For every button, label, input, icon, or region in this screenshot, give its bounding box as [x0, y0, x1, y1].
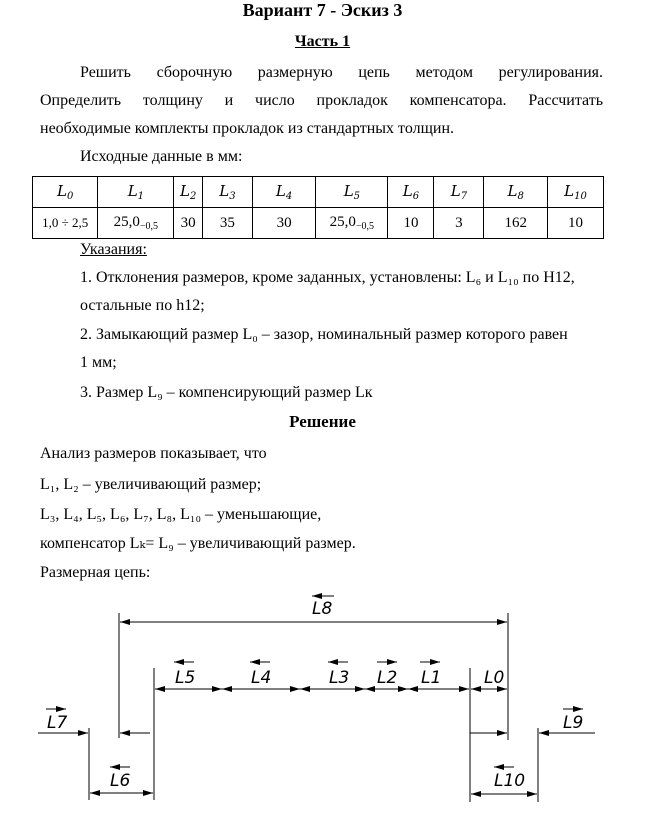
label-L3: L3 — [329, 668, 350, 688]
notes-title: Указания: — [80, 241, 147, 258]
label-L9: L9 — [563, 713, 584, 733]
source-data-table — [32, 176, 604, 239]
note-2a: 2. Замыкающий размер L₀ – зазор, номинальный размер которого равен — [80, 326, 568, 343]
table-header-cell: $L_8$ — [484, 177, 548, 208]
label-L1: L1 — [421, 668, 442, 688]
intro-line-3: необходимые комплекты прокладок из стандартных толщин. — [40, 120, 455, 137]
table-cell: 1,0 ÷ 2,5 — [33, 208, 98, 239]
table-header-row — [33, 177, 604, 208]
label-L4: L4 — [251, 668, 272, 688]
label-L6: L6 — [110, 771, 131, 791]
intro-line-1-text: Решить сборочную размерную цепь методом регулирования. — [80, 64, 603, 81]
solution-heading: Решение — [289, 412, 356, 431]
table-cell-value: 25,0 — [329, 214, 356, 230]
decreasing-text: L₃, L₄, L₅, L₆, L₇, L₈, L₁₀ – уменьшающие, — [40, 506, 322, 523]
table-header-cell: $L_2$ — [174, 177, 203, 208]
tolerance: −0,5 — [355, 221, 375, 232]
part-heading: Часть 1 — [294, 33, 351, 50]
analysis-text: Анализ размеров показывает, что — [40, 445, 267, 462]
table-cell: 3 — [434, 208, 484, 239]
source-label: Исходные данные в мм: — [80, 148, 243, 165]
intro-line-1 — [40, 59, 603, 87]
table-header-cell: $L_1$ — [98, 177, 174, 208]
label-L7: L7 — [47, 713, 68, 733]
intro-line-2: Определить толщину и число прокладок компенсатора. Рассчитать — [40, 92, 603, 109]
table-header-cell: $L_4$ — [252, 177, 315, 208]
label-L8: L8 — [312, 599, 333, 619]
page-title: Вариант 7 - Эскиз 3 — [242, 0, 403, 20]
label-L10: L10 — [494, 771, 526, 791]
label-L0: L0 — [484, 668, 505, 688]
note-2b: 1 мм; — [80, 354, 117, 371]
table-header-cell: $L_0$ — [33, 177, 98, 208]
tolerance: −0,5 — [139, 221, 159, 232]
compensator-text: компенсатор Lₖ= L₉ – увеличивающий размер. — [40, 535, 356, 552]
table-cell: 30 — [252, 208, 315, 239]
increasing-text: L₁, L₂ – увеличивающий размер; — [40, 476, 262, 493]
table-cell: 30 — [174, 208, 203, 239]
chain-label: Размерная цепь: — [40, 564, 151, 581]
label-L2: L2 — [377, 668, 398, 688]
table-header-cell: $L_{10}$ — [548, 177, 604, 208]
dimension-chain-diagram — [0, 585, 645, 824]
table-cell — [98, 208, 174, 239]
table-cell-value: 25,0 — [113, 214, 140, 230]
table-cell: 10 — [548, 208, 604, 239]
table-cell: 10 — [388, 208, 434, 239]
table-cell: 35 — [202, 208, 252, 239]
table-values-row — [33, 208, 604, 239]
label-L5: L5 — [175, 668, 196, 688]
table-header-cell: $L_5$ — [316, 177, 388, 208]
table-header-cell: $L_7$ — [434, 177, 484, 208]
note-1a: 1. Отклонения размеров, кроме заданных, установлены: L₆ и L₁₀ по H12, — [80, 269, 575, 286]
table-header-cell: $L_3$ — [202, 177, 252, 208]
note-3: 3. Размер L₉ – компенсирующий размер Lк — [80, 384, 373, 401]
table-cell: 162 — [484, 208, 548, 239]
table-cell — [316, 208, 388, 239]
note-1b: остальные по h12; — [80, 297, 205, 314]
table-header-cell: $L_6$ — [388, 177, 434, 208]
